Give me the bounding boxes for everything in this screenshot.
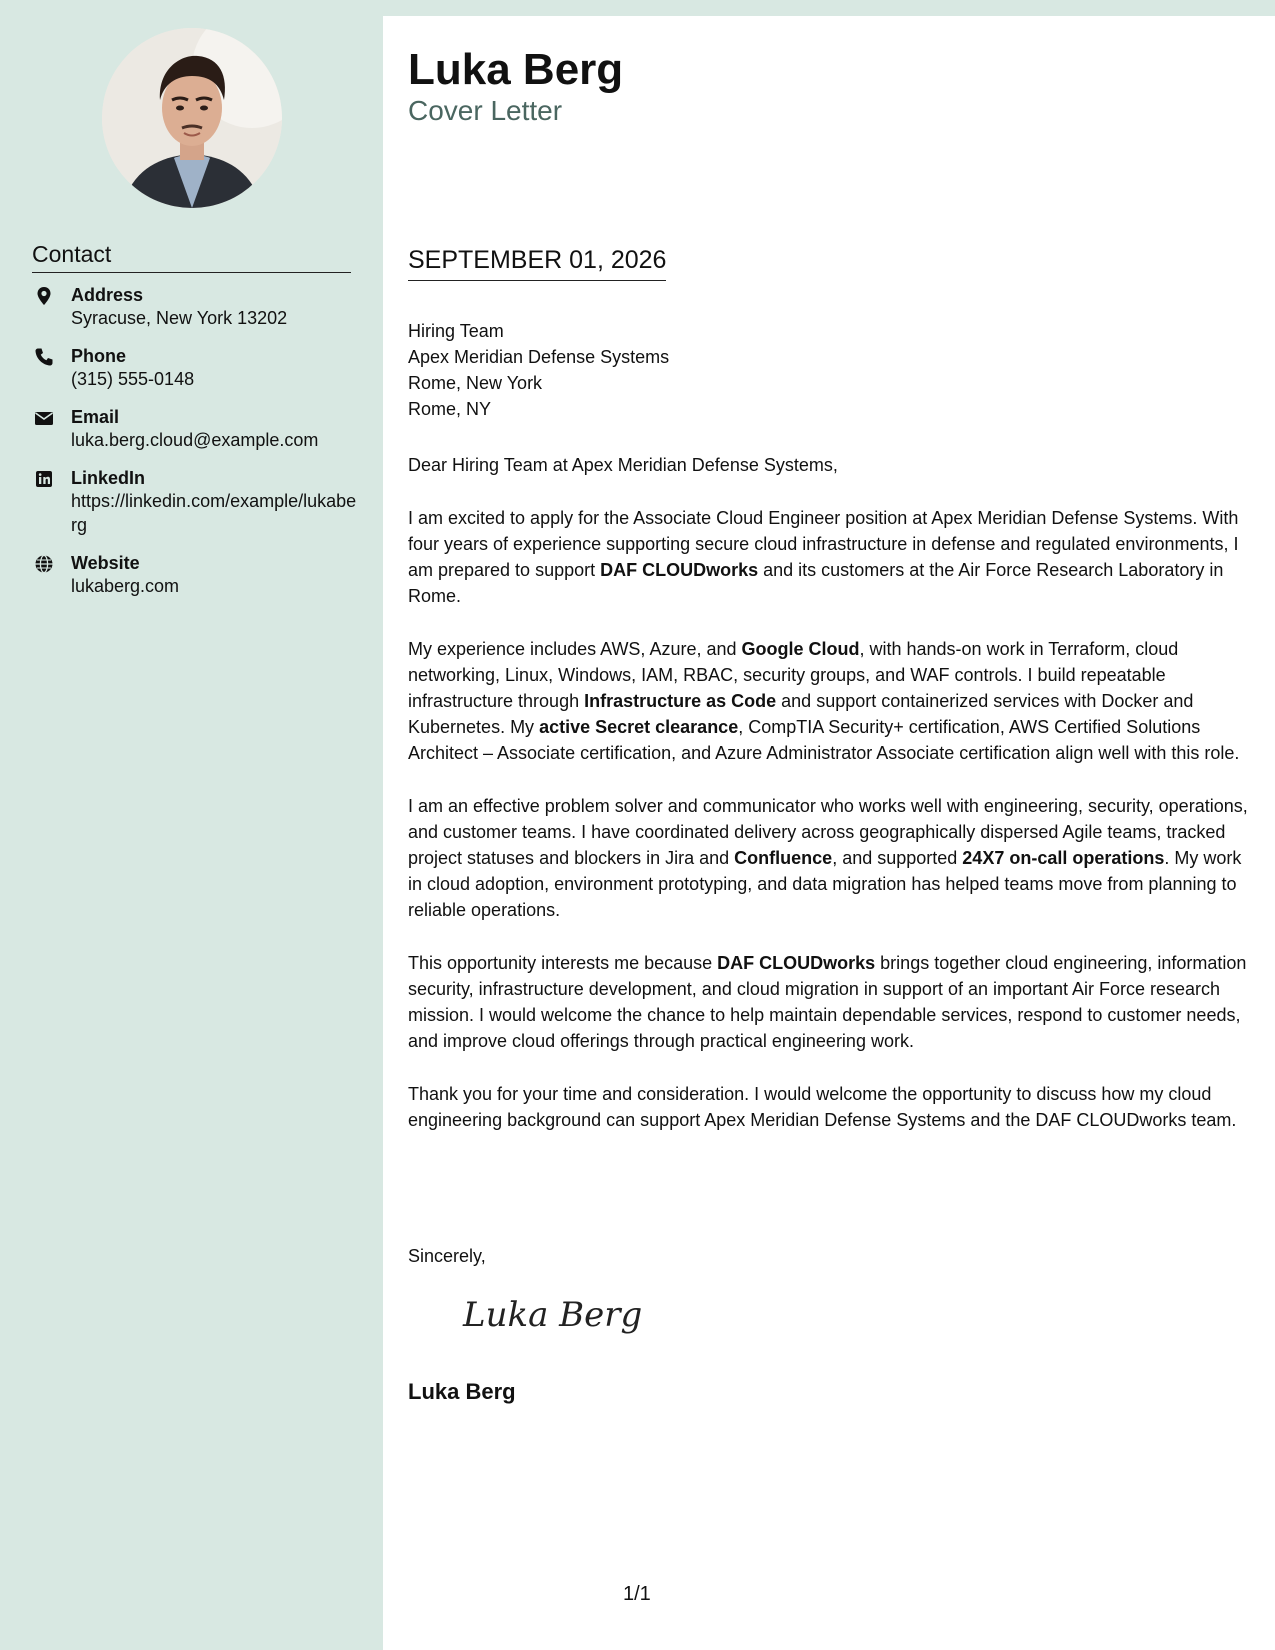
recipient-block	[408, 318, 1248, 422]
text-run: . My work in cloud adoption, environment prototyping, and data migration has helped teams move from planning to reliable operations.	[408, 848, 1242, 920]
signature-text: Luka Berg	[463, 1295, 643, 1335]
bold-phrase: DAF CLOUDworks	[717, 953, 876, 973]
text-run: , with hands-on work in Terraform, cloud networking, Linux, Windows, IAM, RBAC, security groups, and WAF controls. I build repeatable infrastructure through	[408, 639, 1179, 711]
page-number: 1/1	[623, 1583, 651, 1605]
body-paragraph	[408, 636, 1248, 766]
text-run: brings together cloud engineering, information security, infrastructure development, and cloud migration in support of an important Air Force research mission. I would welcome the chance to help maintain dependable services, respond to customer needs, and improve cloud offerings through practical engineering work.	[408, 953, 1247, 1051]
signer-name: Luka Berg	[408, 1379, 516, 1404]
phone-label: Phone	[71, 346, 127, 366]
text-run: I am excited to apply for the Associate Cloud Engineer position at Apex Meridian Defense Systems. With four years of experience supporting secure cloud infrastructure in defense and regulated environments, I am prepared to support	[408, 508, 1239, 580]
email-label: Email	[71, 407, 120, 427]
salutation: Dear Hiring Team at Apex Meridian Defense Systems,	[408, 455, 838, 475]
contact-address	[32, 284, 362, 330]
bold-phrase: 24X7 on-call operations	[962, 848, 1165, 868]
signature-image	[453, 1286, 653, 1346]
letter-body	[408, 452, 1248, 1160]
recipient-line: Hiring Team	[408, 321, 504, 341]
closing: Sincerely,	[408, 1246, 486, 1266]
website-label: Website	[71, 553, 140, 573]
text-run: Thank you for your time and consideration. I would welcome the opportunity to discuss how my cloud engineering background can support Apex Meridian Defense Systems and the DAF CLOUDworks team.	[408, 1084, 1237, 1130]
bold-phrase: DAF CLOUDworks	[600, 560, 759, 580]
contact-email	[32, 406, 362, 452]
globe-icon	[34, 554, 54, 574]
address-label: Address	[71, 285, 144, 305]
email-value[interactable]: luka.berg.cloud@example.com	[71, 430, 319, 450]
body-paragraphs	[408, 505, 1248, 1133]
email-icon	[34, 408, 54, 428]
text-run: My experience includes AWS, Azure, and	[408, 639, 742, 659]
contact-heading: Contact	[32, 240, 351, 273]
location-pin-icon	[34, 286, 54, 306]
text-run: and support containerized services with Docker and Kubernetes. My	[408, 691, 1194, 737]
linkedin-icon	[34, 469, 54, 489]
contact-website	[32, 552, 362, 598]
letter-main	[383, 16, 1275, 1650]
bold-phrase: Infrastructure as Code	[584, 691, 777, 711]
applicant-name: Luka Berg	[408, 45, 624, 94]
profile-photo	[102, 28, 282, 208]
letter-date: SEPTEMBER 01, 2026	[408, 244, 666, 281]
phone-icon	[34, 347, 54, 367]
recipient-line: Rome, NY	[408, 399, 492, 419]
text-run: I am an effective problem solver and communicator who works well with engineering, security, operations, and customer teams. I have coordinated delivery across geographically dispersed Agile teams, tracked project statuses and blockers in Jira and	[408, 796, 1248, 868]
phone-value[interactable]: (315) 555-0148	[71, 369, 195, 389]
bold-phrase: active Secret clearance	[539, 717, 739, 737]
contact-phone	[32, 345, 362, 391]
website-value[interactable]: lukaberg.com	[71, 576, 180, 596]
body-paragraph	[408, 505, 1248, 609]
text-run: and its customers at the Air Force Research Laboratory in Rome.	[408, 560, 1224, 606]
address-value: Syracuse, New York 13202	[71, 308, 288, 328]
text-run: , CompTIA Security+ certification, AWS Certified Solutions Architect – Associate certification, and Azure Administrator Associate certification align well with this role.	[408, 717, 1240, 763]
body-paragraph	[408, 950, 1248, 1054]
linkedin-label: LinkedIn	[71, 468, 146, 488]
body-paragraph	[408, 793, 1248, 923]
sidebar	[0, 0, 383, 1650]
linkedin-value[interactable]: https://linkedin.com/example/lukaberg	[71, 491, 357, 535]
bold-phrase: Google Cloud	[741, 639, 860, 659]
text-run: This opportunity interests me because	[408, 953, 718, 973]
bold-phrase: Confluence	[734, 848, 833, 868]
body-paragraph	[408, 1081, 1248, 1133]
contact-list	[32, 284, 362, 613]
recipient-line: Rome, New York	[408, 373, 543, 393]
document-type: Cover Letter	[408, 95, 563, 126]
text-run: , and supported	[832, 848, 963, 868]
recipient-line: Apex Meridian Defense Systems	[408, 347, 670, 367]
contact-linkedin	[32, 467, 362, 537]
